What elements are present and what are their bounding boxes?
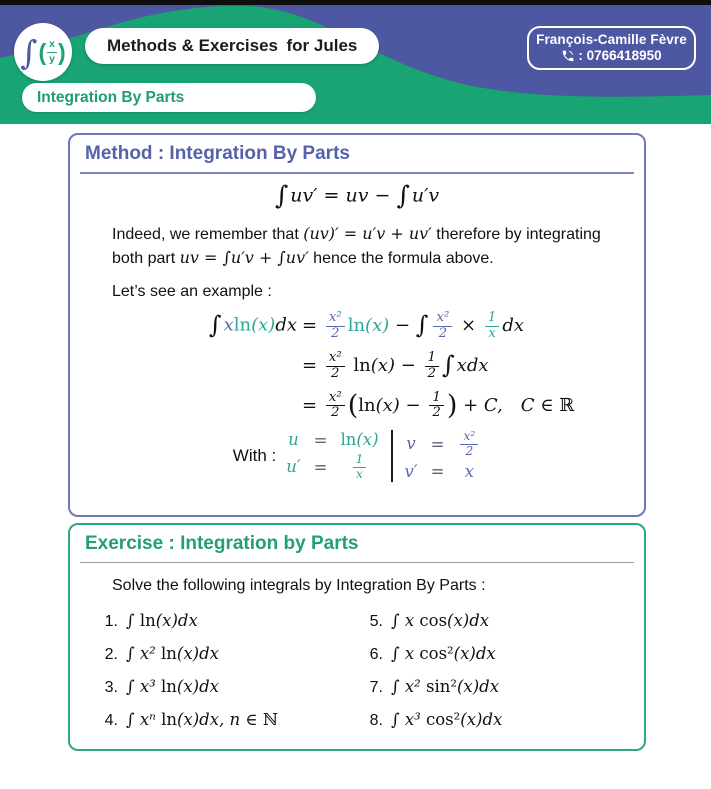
- v-value: $\frac{\text{x²}}{2}$: [457, 430, 481, 458]
- phone-icon: [561, 49, 575, 63]
- equation-2-rhs: = $\frac{\text{x²}}{2}$ ln(x) − $\frac{1}{2}$ ∫ xdx: [302, 349, 489, 381]
- item-integral: ∫ x cos(x)dx: [391, 610, 490, 630]
- exercise-item-7: [357, 677, 622, 697]
- document-title: Methods & Exercises for Jules: [107, 36, 358, 55]
- exercise-item-5: [357, 611, 622, 631]
- item-integral: ∫ x² ln(x)dx: [126, 643, 219, 663]
- integration-by-parts-formula: ∫ uv′ = uv − ∫ u′v: [274, 180, 440, 211]
- item-number: 4.: [104, 711, 118, 729]
- item-number: 2.: [104, 645, 118, 663]
- v-symbol: v: [406, 434, 416, 454]
- equals-sign: =: [430, 462, 445, 482]
- v-prime-symbol: v′: [404, 461, 418, 481]
- exercise-item-6: [357, 644, 622, 664]
- header: [0, 0, 711, 124]
- u-column: [286, 430, 378, 481]
- topic-label: Integration By Parts: [37, 88, 185, 106]
- equals-sign: =: [313, 457, 328, 477]
- contact-phone-row: [535, 48, 688, 63]
- exercise-item-1: [92, 611, 357, 631]
- exercise-list: [92, 611, 644, 730]
- integral-icon: ∫: [20, 32, 38, 72]
- equals-sign: =: [430, 434, 445, 454]
- equation-1-lhs: ∫ xln(x)dx: [208, 310, 297, 340]
- logo-fraction-denominator: y: [49, 52, 56, 65]
- u-prime-symbol: u′: [286, 457, 301, 477]
- brand-logo: [14, 23, 72, 81]
- method-divider: [80, 172, 634, 174]
- exercise-item-8: [357, 710, 622, 730]
- logo-paren-close: ): [58, 38, 66, 65]
- equals-sign: =: [313, 430, 328, 450]
- with-block: [70, 430, 644, 481]
- contact-phone-number: : 0766418950: [578, 48, 662, 63]
- topic-pill: [22, 83, 316, 112]
- item-integral: ∫ ln(x)dx: [126, 610, 198, 630]
- method-card-title: Method : Integration By Parts: [85, 143, 350, 164]
- u-symbol: u: [288, 430, 299, 450]
- exercise-card: [68, 523, 646, 751]
- equation-1-rhs: = $\frac{\text{x²}}{2}$ ln(x) − ∫ $\frac{\text{x²}}{2}$ × $\frac{1}{x}$ dx: [302, 309, 525, 341]
- item-integral: ∫ xⁿ ln(x)dx, n ∈ ℕ: [126, 709, 278, 729]
- item-number: 1.: [104, 612, 118, 630]
- u-prime-value: $\frac{1}{x}$: [350, 453, 370, 481]
- equation-3-rhs: = $\frac{\text{x²}}{2}$ (ln(x) − $\frac{1}{2}$ ) + C, C ∈ ℝ: [302, 389, 575, 421]
- item-integral: ∫ x cos²(x)dx: [391, 643, 496, 663]
- with-label: With :: [232, 445, 277, 465]
- document-title-pill: [85, 28, 379, 64]
- item-number: 8.: [369, 711, 383, 729]
- v-column: [405, 430, 482, 481]
- equation-line-3: [185, 391, 644, 422]
- contact-card: [527, 26, 696, 70]
- item-integral: ∫ x² sin²(x)dx: [391, 676, 500, 696]
- exercise-item-4: [92, 710, 357, 730]
- item-number: 6.: [369, 645, 383, 663]
- exercise-divider: [80, 562, 634, 563]
- exercise-item-2: [92, 644, 357, 664]
- with-table-divider: [391, 430, 393, 481]
- with-table: [286, 430, 481, 481]
- item-number: 5.: [369, 612, 383, 630]
- logo-fraction: [47, 39, 57, 65]
- method-paragraph: Indeed, we remember that (uv)′ = u′v + uv′ therefore by integrating both part uv = ∫u′v + ∫uv′ hence the formula above.: [112, 223, 601, 267]
- equation-line-2: [185, 351, 644, 382]
- item-number: 3.: [104, 678, 118, 696]
- u-value: ln(x): [340, 430, 379, 450]
- item-integral: ∫ x³ cos²(x)dx: [391, 709, 503, 729]
- exercise-lead: Solve the following integrals by Integration By Parts :: [112, 576, 486, 594]
- example-intro: Let’s see an example :: [112, 282, 272, 300]
- exercise-card-title: Exercise : Integration by Parts: [85, 533, 359, 554]
- logo-paren-open: (: [38, 38, 47, 65]
- item-integral: ∫ x³ ln(x)dx: [126, 676, 219, 696]
- v-prime-value: x: [464, 461, 474, 481]
- top-black-strip: [0, 0, 711, 5]
- item-number: 7.: [369, 678, 383, 696]
- logo-fraction-numerator: x: [47, 39, 57, 53]
- exercise-item-3: [92, 677, 357, 697]
- example-equations: [185, 311, 644, 421]
- equation-line-1: [185, 311, 644, 342]
- contact-name: François-Camille Fèvre: [536, 32, 687, 47]
- method-card: [68, 133, 646, 517]
